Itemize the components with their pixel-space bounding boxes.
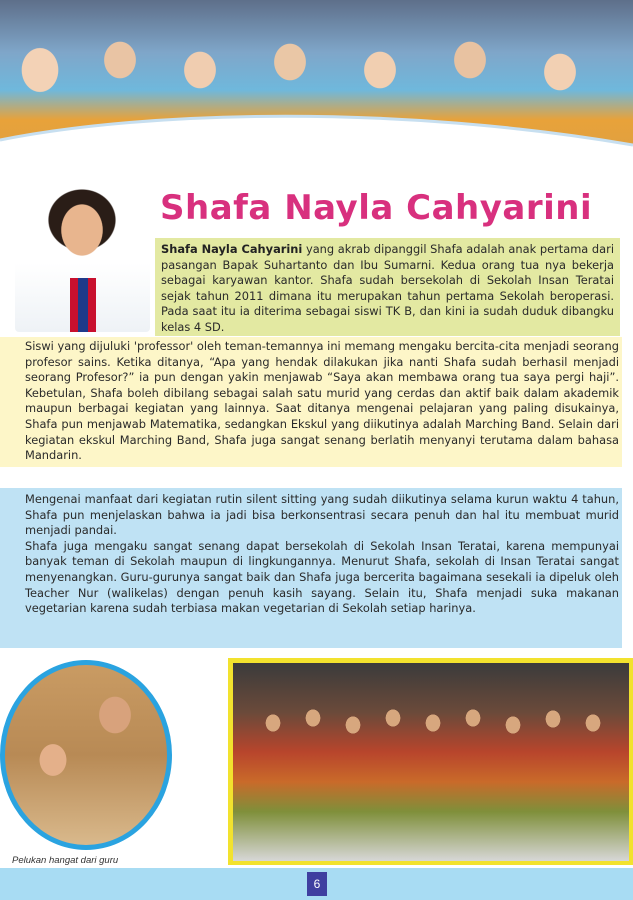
page-title: Shafa Nayla Cahyarini bbox=[160, 188, 593, 228]
bottom-paragraph-block bbox=[0, 488, 622, 648]
teacher-hug-photo bbox=[0, 660, 172, 850]
page-number: 6 bbox=[307, 872, 327, 896]
intro-text: yang akrab dipanggil Shafa adalah anak pertama dari pasangan Bapak Suhartanto dan Ibu Sumarni. Kedua orang tua nya bekerja sebagai karyawan kantor. Shafa sudah bersekolah di Sekolah Insan Teratai sejak tahun 2011 dimana itu merupakan tahun pertama Sekolah beroperasi. Pada saat itu ia diterima sebagai siswi TK B, dan kini ia sudah duduk dibangku kelas 4 SD. bbox=[161, 242, 614, 334]
school-tie bbox=[70, 278, 96, 332]
middle-paragraph-block bbox=[0, 337, 622, 467]
photo-caption: Pelukan hangat dari guru bbox=[12, 855, 119, 866]
student-portrait-photo bbox=[15, 160, 150, 332]
intro-name: Shafa Nayla Cahyarini bbox=[161, 242, 303, 256]
intro-paragraph bbox=[155, 238, 620, 336]
traditional-costume-group-photo bbox=[233, 663, 629, 861]
middle-paragraph: Siswi yang dijuluki 'professor' oleh teman-temannya ini memang mengaku bercita-cita menjadi seorang profesor sains. Ketika ditanya, “Apa yang hendak dilakukan jika nanti Shafa sudah berhasil menjadi seorang Profesor?” ia pun dengan yakin menjawab “Saya akan membawa orang tua saya pergi haji”. Kebetulan, Shafa boleh dibilang sebagai salah satu murid yang cerdas dan aktif baik dalam akademik maupun berbagai kegiatan yang lainnya. Saat ditanya mengenai pelajaran yang paling disukainya, Shafa pun menjawab Matematika, sedangkan Ekskul yang diikutinya adalah Marching Band. Selain dari kegiatan ekskul Marching Band, Shafa juga sangat senang berlatih menyanyi terutama dalam bahasa Mandarin. bbox=[25, 339, 619, 463]
bottom-paragraph-1: Mengenai manfaat dari kegiatan rutin silent sitting yang sudah diikutinya selama kurun waktu 4 tahun, Shafa pun menjelaskan bahwa ia jadi bisa berkonsentrasi secara penuh dan hal itu membuat murid menjadi pandai. bbox=[25, 492, 619, 538]
bottom-paragraph-2: Shafa juga mengaku sangat senang dapat bersekolah di Sekolah Insan Teratai, karena mempunyai banyak teman di Sekolah maupun di lingkungannya. Menurut Shafa, sekolah di Insan Teratai sangat menyenangkan. Guru-gurunya sangat baik dan Shafa juga bercerita bagaimana sesekali ia dipeluk oleh Teacher Nur (walikelas) dengan penuh kasih sayang. Selain itu, Shafa menjadi suka makanan vegetarian karena sudah terbiasa makan vegetarian di Sekolah setiap harinya. bbox=[25, 538, 619, 616]
